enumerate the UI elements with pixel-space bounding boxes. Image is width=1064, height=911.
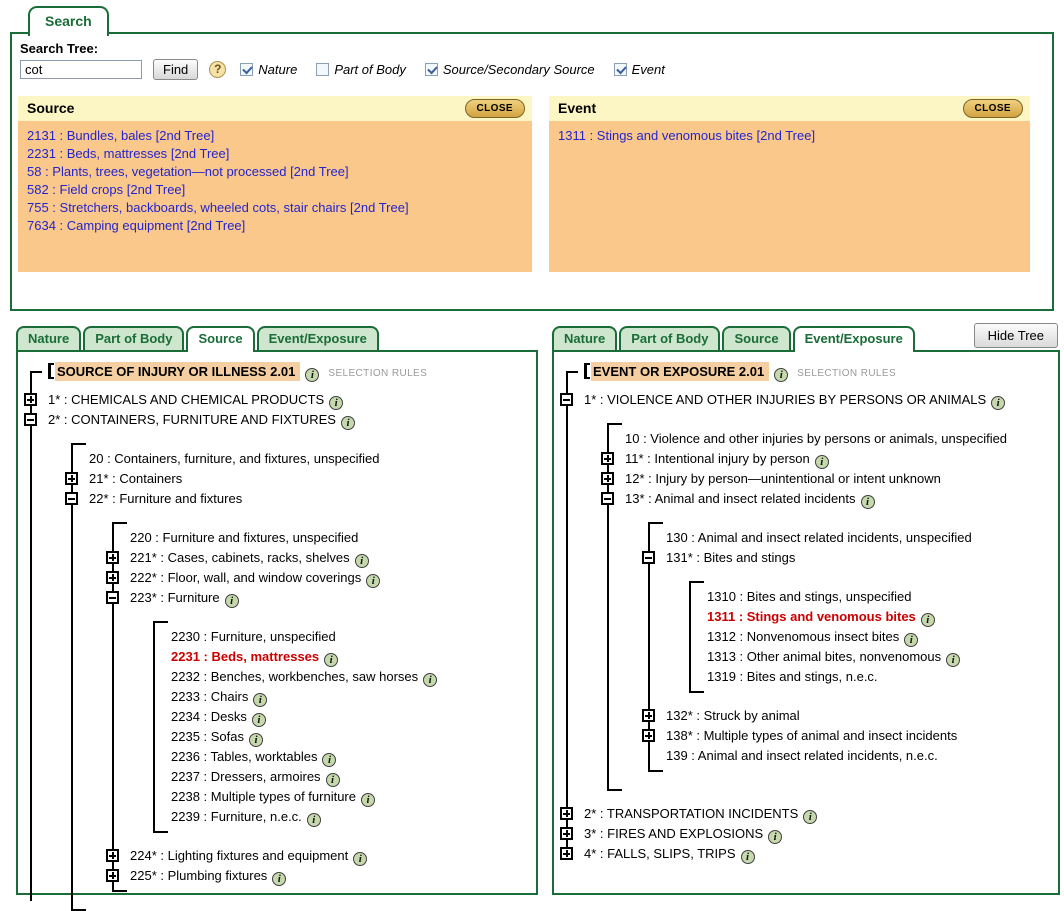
tree-node-label: 223* : Furniture — [130, 590, 220, 605]
result-item — [27, 217, 523, 235]
tree-node-label: 22* : Furniture and fixtures — [89, 491, 243, 506]
tree-node-1 — [584, 390, 1058, 410]
result-link-7634[interactable]: 7634 : Camping equipment — [27, 218, 184, 233]
tree-node-2239 — [171, 807, 536, 827]
info-icon[interactable]: i — [322, 753, 336, 767]
tree-node-21 — [89, 469, 536, 489]
tree-node-label: 10 : Violence and other injuries by persons or animals, unspecified — [625, 431, 1008, 446]
left-tree-column — [16, 322, 538, 895]
tree-node-4 — [584, 844, 1058, 864]
result-item — [558, 127, 1021, 145]
tree-node-label: 2232 : Benches, workbenches, saw horses — [171, 669, 419, 684]
filter-part-of-body — [316, 62, 406, 77]
tree-children-group — [71, 443, 536, 911]
tree-node-132 — [666, 706, 1058, 726]
tree-node-label: 21* : Containers — [89, 471, 183, 486]
hide-tree-button[interactable]: Hide Tree — [974, 323, 1058, 348]
result-item — [27, 181, 523, 199]
tree-node-label: 2230 : Furniture, unspecified — [171, 629, 336, 644]
collapse-minus-icon[interactable] — [65, 492, 78, 505]
collapse-minus-icon[interactable] — [106, 591, 119, 604]
result-panel-body — [18, 121, 532, 272]
result-panel-title: Source — [27, 100, 75, 116]
info-icon[interactable]: i — [768, 830, 782, 844]
info-icon[interactable]: i — [741, 850, 755, 864]
tree-node-label: 2233 : Chairs — [171, 689, 249, 704]
result-item — [27, 199, 523, 217]
tree-trunk-line — [30, 371, 32, 901]
tree-node-131 — [666, 548, 1058, 568]
checkbox-event[interactable] — [614, 63, 627, 76]
tree-node-label: 1310 : Bites and stings, unspecified — [707, 589, 912, 604]
tree-children-group — [689, 581, 1058, 693]
tree-node-label: 221* : Cases, cabinets, racks, shelves — [130, 550, 350, 565]
tree-node-1311 — [707, 607, 1058, 627]
selection-rules-link[interactable]: SELECTION RULES — [797, 368, 897, 379]
tree-root-group — [566, 362, 1058, 864]
tab-event-exposure[interactable]: Event/Exposure — [793, 326, 915, 352]
tree-node-label: 2231 : Beds, mattresses — [171, 649, 320, 664]
left-tree-tabs — [16, 322, 538, 350]
tree-node-2237 — [171, 767, 536, 787]
result-link-1311[interactable]: 1311 : Stings and venomous bites — [558, 128, 753, 143]
tree-node-label: 2239 : Furniture, n.e.c. — [171, 809, 302, 824]
tree-node-label: 2234 : Desks — [171, 709, 247, 724]
expand-plus-icon[interactable] — [560, 827, 573, 840]
expand-plus-icon[interactable] — [601, 472, 614, 485]
result-item — [27, 127, 523, 145]
tree-node-1 — [48, 390, 536, 410]
tree-node-label: 222* : Floor, wall, and window coverings — [130, 570, 362, 585]
tree-node-label: 1313 : Other animal bites, nonvenomous — [707, 649, 942, 664]
tab-source[interactable]: Source — [722, 326, 790, 350]
tree-node-label: 2* : TRANSPORTATION INCIDENTS — [584, 806, 799, 821]
tree-node-2234 — [171, 707, 536, 727]
tab-nature[interactable]: Nature — [552, 326, 617, 350]
second-tree-link[interactable]: [2nd Tree] — [126, 182, 186, 197]
tree-node-label: 131* : Bites and stings — [666, 550, 796, 565]
checkbox-source-secondary-source[interactable] — [425, 63, 438, 76]
root-bracket-icon — [48, 363, 54, 379]
tree-children-group — [153, 621, 536, 833]
left-tree-panel — [16, 350, 538, 895]
tree-node-label: 13* : Animal and insect related incidents — [625, 491, 856, 506]
info-icon[interactable]: i — [252, 713, 266, 727]
help-icon[interactable]: ? — [209, 61, 226, 78]
tree-node-20 — [89, 449, 536, 469]
result-link-58[interactable]: 58 : Plants, trees, vegetation—not processed — [27, 164, 287, 179]
info-icon[interactable]: i — [774, 368, 788, 382]
tree-node-138 — [666, 726, 1058, 746]
tree-children-group — [648, 522, 1058, 772]
tree-node-label: 138* : Multiple types of animal and insect incidents — [666, 728, 958, 743]
tree-node-2 — [48, 410, 536, 430]
collapse-minus-icon[interactable] — [601, 492, 614, 505]
search-filters — [240, 62, 684, 77]
info-icon[interactable]: i — [815, 455, 829, 469]
tree-node-label: 2237 : Dressers, armoires — [171, 769, 321, 784]
find-button[interactable]: Find — [153, 59, 198, 80]
info-icon[interactable]: i — [305, 368, 319, 382]
tree-node-2233 — [171, 687, 536, 707]
tree-node-1319 — [707, 667, 1058, 687]
tree-node-10 — [625, 429, 1058, 449]
tree-node-222 — [130, 568, 536, 588]
expand-plus-icon[interactable] — [560, 807, 573, 820]
tree-node-label: 139 : Animal and insect related incidents, n.e.c. — [666, 748, 938, 763]
tab-part-of-body[interactable]: Part of Body — [83, 326, 184, 350]
tree-node-139 — [666, 746, 1058, 766]
info-icon[interactable]: i — [225, 594, 239, 608]
tree-node-22 — [89, 489, 536, 509]
tree-root-node — [584, 362, 1058, 384]
close-button[interactable]: CLOSE — [963, 99, 1023, 118]
info-icon[interactable]: i — [946, 653, 960, 667]
tree-node-130 — [666, 528, 1058, 548]
info-icon[interactable]: i — [272, 872, 286, 886]
second-tree-link[interactable]: [2nd Tree] — [186, 218, 246, 233]
tree-node-1310 — [707, 587, 1058, 607]
tab-search[interactable]: Search — [28, 6, 109, 36]
result-item — [27, 163, 523, 181]
tree-node-221 — [130, 548, 536, 568]
expand-plus-icon[interactable] — [65, 472, 78, 485]
expand-plus-icon[interactable] — [642, 709, 655, 722]
right-tree-panel — [552, 350, 1060, 895]
tab-nature[interactable]: Nature — [16, 326, 81, 350]
tree-trunk-line — [566, 371, 568, 854]
tree-node-label: 1* : CHEMICALS AND CHEMICAL PRODUCTS — [48, 392, 325, 407]
info-icon[interactable]: i — [921, 613, 935, 627]
root-bracket-icon — [584, 363, 590, 379]
tree-children-group — [112, 522, 536, 892]
selection-rules-link[interactable]: SELECTION RULES — [328, 368, 428, 379]
right-tree-column — [552, 322, 1060, 895]
info-icon[interactable]: i — [353, 852, 367, 866]
tree-node-223 — [130, 588, 536, 608]
info-icon[interactable]: i — [326, 773, 340, 787]
result-panel-header — [18, 96, 532, 121]
tree-node-label: 4* : FALLS, SLIPS, TRIPS — [584, 846, 736, 861]
filter-nature — [240, 62, 297, 77]
tree-node-2230 — [171, 627, 536, 647]
result-item — [27, 145, 523, 163]
info-icon[interactable]: i — [324, 653, 338, 667]
tree-node-2238 — [171, 787, 536, 807]
search-panel — [10, 32, 1054, 311]
tree-node-1313 — [707, 647, 1058, 667]
second-tree-link[interactable]: [2nd Tree] — [170, 146, 230, 161]
second-tree-link[interactable]: [2nd Tree] — [155, 128, 215, 143]
expand-plus-icon[interactable] — [106, 551, 119, 564]
tree-node-label: 2* : CONTAINERS, FURNITURE AND FIXTURES — [48, 412, 336, 427]
checkbox-nature[interactable] — [240, 63, 253, 76]
tree-node-label: 20 : Containers, furniture, and fixtures, unspecified — [89, 451, 380, 466]
result-link-755[interactable]: 755 : Stretchers, backboards, wheeled cots, stair chairs — [27, 200, 347, 215]
search-input[interactable] — [20, 60, 142, 79]
second-tree-link[interactable]: [2nd Tree] — [290, 164, 349, 179]
tree-root-node — [48, 362, 536, 384]
tree-children-group — [607, 423, 1058, 791]
tree-node-3 — [584, 824, 1058, 844]
tab-part-of-body[interactable]: Part of Body — [619, 326, 720, 350]
result-link-2231[interactable]: 2231 : Beds, mattresses — [27, 146, 168, 161]
filter-source-secondary-source — [425, 62, 595, 77]
tree-root-title: SOURCE OF INJURY OR ILLNESS 2.01 — [55, 362, 300, 381]
expand-plus-icon[interactable] — [106, 571, 119, 584]
tree-node-label: 1* : VIOLENCE AND OTHER INJURIES BY PERSONS OR ANIMALS — [584, 392, 987, 407]
tree-node-label: 220 : Furniture and fixtures, unspecified — [130, 530, 359, 545]
filter-label: Part of Body — [334, 61, 406, 77]
collapse-minus-icon[interactable] — [24, 413, 37, 426]
tree-node-label: 2236 : Tables, worktables — [171, 749, 318, 764]
tree-node-label: 224* : Lighting fixtures and equipment — [130, 848, 349, 863]
event-tree — [554, 352, 1058, 864]
result-panel-title: Event — [558, 100, 597, 116]
tree-node-label: 1319 : Bites and stings, n.e.c. — [707, 669, 878, 684]
result-panel-source — [18, 96, 532, 272]
expand-plus-icon[interactable] — [106, 849, 119, 862]
tree-node-label: 1311 : Stings and venomous bites — [707, 609, 916, 624]
filter-label: Source/Secondary Source — [442, 61, 595, 77]
tree-node-label: 11* : Intentional injury by person — [625, 451, 810, 466]
info-icon[interactable]: i — [307, 813, 321, 827]
tree-node-12 — [625, 469, 1058, 489]
info-icon[interactable]: i — [904, 633, 918, 647]
checkbox-part-of-body[interactable] — [316, 63, 329, 76]
tree-node-13 — [625, 489, 1058, 509]
tab-event-exposure[interactable]: Event/Exposure — [257, 326, 379, 350]
tree-node-1312 — [707, 627, 1058, 647]
tree-node-2 — [584, 804, 1058, 824]
info-icon[interactable]: i — [861, 495, 875, 509]
tree-node-label: 2235 : Sofas — [171, 729, 244, 744]
tree-node-2231 — [171, 647, 536, 667]
info-icon[interactable]: i — [991, 396, 1005, 410]
tree-node-label: 12* : Injury by person—unintentional or intent unknown — [625, 471, 941, 486]
result-panel-event — [549, 96, 1030, 272]
tree-node-label: 3* : FIRES AND EXPLOSIONS — [584, 826, 764, 841]
tree-node-224 — [130, 846, 536, 866]
expand-plus-icon[interactable] — [601, 452, 614, 465]
source-tree — [18, 352, 536, 911]
filter-label: Nature — [258, 61, 298, 77]
tree-node-2235 — [171, 727, 536, 747]
filter-label: Event — [631, 61, 665, 77]
tree-root-title: EVENT OR EXPOSURE 2.01 — [591, 362, 769, 381]
result-panel-header — [549, 96, 1030, 121]
info-icon[interactable]: i — [366, 574, 380, 588]
result-panel-body — [549, 121, 1030, 272]
info-icon[interactable]: i — [341, 416, 355, 430]
search-tree-label: Search Tree: — [20, 41, 99, 56]
tree-root-group — [30, 362, 536, 911]
tree-node-2236 — [171, 747, 536, 767]
tree-node-label: 1312 : Nonvenomous insect bites — [707, 629, 900, 644]
tree-node-11 — [625, 449, 1058, 469]
info-icon[interactable]: i — [329, 396, 343, 410]
tree-node-label: 2238 : Multiple types of furniture — [171, 789, 356, 804]
expand-plus-icon[interactable] — [642, 729, 655, 742]
tree-node-225 — [130, 866, 536, 886]
second-tree-link[interactable]: [2nd Tree] — [350, 200, 409, 215]
expand-plus-icon[interactable] — [106, 869, 119, 882]
info-icon[interactable]: i — [423, 673, 437, 687]
tab-source[interactable]: Source — [186, 326, 254, 352]
expand-plus-icon[interactable] — [560, 847, 573, 860]
info-icon[interactable]: i — [361, 793, 375, 807]
info-icon[interactable]: i — [355, 554, 369, 568]
tree-node-label: 130 : Animal and insect related incidents, unspecified — [666, 530, 972, 545]
info-icon[interactable]: i — [249, 733, 263, 747]
tree-node-label: 132* : Struck by animal — [666, 708, 800, 723]
tree-node-220 — [130, 528, 536, 548]
filter-event — [614, 62, 665, 77]
info-icon[interactable]: i — [253, 693, 267, 707]
expand-plus-icon[interactable] — [24, 393, 37, 406]
close-button[interactable]: CLOSE — [465, 99, 525, 118]
result-link-582[interactable]: 582 : Field crops — [27, 182, 124, 197]
second-tree-link[interactable]: [2nd Tree] — [756, 128, 816, 143]
collapse-minus-icon[interactable] — [560, 393, 573, 406]
tree-node-label: 225* : Plumbing fixtures — [130, 868, 268, 883]
tree-node-2232 — [171, 667, 536, 687]
info-icon[interactable]: i — [803, 810, 817, 824]
result-link-2131[interactable]: 2131 : Bundles, bales — [27, 128, 153, 143]
collapse-minus-icon[interactable] — [642, 551, 655, 564]
search-controls — [20, 57, 684, 81]
